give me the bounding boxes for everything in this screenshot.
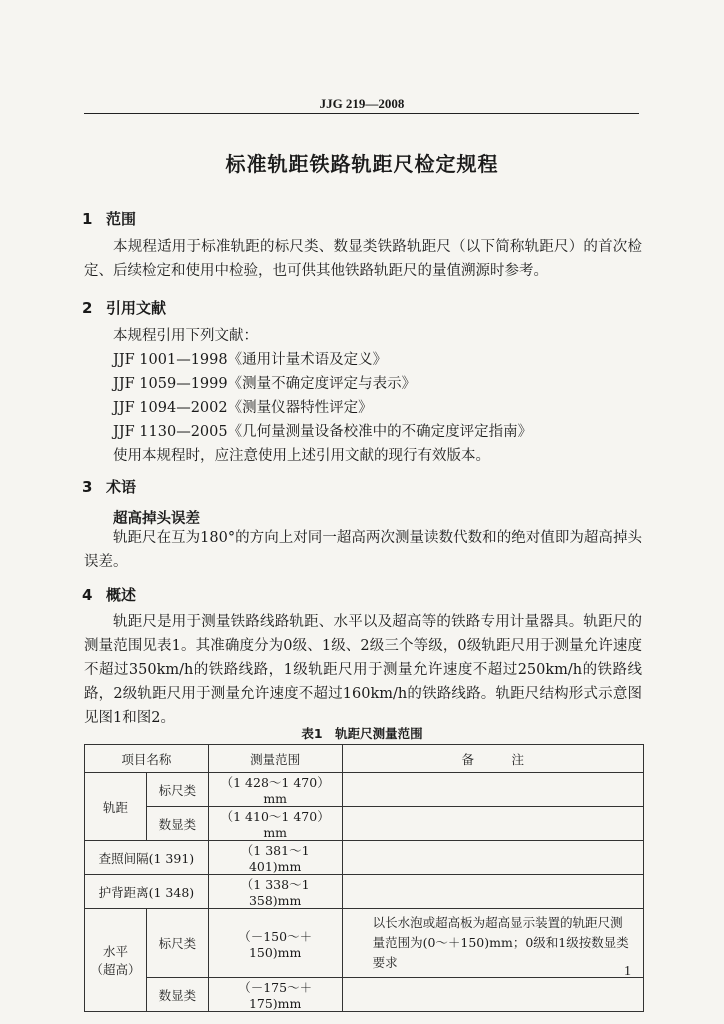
term-definition: 轨距尺在互为180°的方向上对同一超高两次测量读数代数和的绝对值即为超高掉头误差。 xyxy=(84,530,642,570)
type-cell: 标尺类 xyxy=(146,773,208,807)
level-label xyxy=(85,909,147,1012)
term-name: 超高掉头误差 xyxy=(113,511,200,527)
remarks-cell xyxy=(342,841,643,875)
section-number: 4 xyxy=(82,586,93,604)
scope-paragraph: 本规程适用于标准轨距的标尺类、数显类铁路轨距尺（以下简称轨距尺）的首次检定、后续检定和使用中检验，也可供其他铁路轨距尺的量值溯源时参考。 xyxy=(84,239,642,279)
reference-item: JJF 1001—1998《通用计量术语及定义》 xyxy=(113,352,388,368)
section-number: 2 xyxy=(82,299,93,317)
range-cell: （1 381～1 401)mm xyxy=(208,841,342,875)
remarks-cell xyxy=(342,773,643,807)
table-header-row xyxy=(85,745,644,773)
level-label-line: （超高） xyxy=(90,962,141,977)
section-title: 范围 xyxy=(106,210,137,228)
section-title: 术语 xyxy=(106,478,137,496)
section-number: 3 xyxy=(82,478,93,496)
table-row xyxy=(85,875,644,909)
gauge-label: 轨距 xyxy=(85,773,147,841)
item-cell: 护背距离(1 348) xyxy=(85,875,209,909)
references-intro: 本规程引用下列文献： xyxy=(113,328,258,344)
section-2-heading xyxy=(82,297,166,318)
table-row xyxy=(85,909,644,978)
header-range: 测量范围 xyxy=(208,745,342,773)
header-rule xyxy=(84,113,639,114)
level-label-line: 水平 xyxy=(102,944,128,959)
type-cell: 数显类 xyxy=(146,807,208,841)
remarks-cell xyxy=(342,807,643,841)
range-cell: （－150～＋150)mm xyxy=(208,909,342,978)
reference-item: JJF 1130—2005《几何量测量设备校准中的不确定度评定指南》 xyxy=(113,424,533,440)
type-cell: 数显类 xyxy=(146,978,208,1012)
range-cell: （1 410～1 470）mm xyxy=(208,807,342,841)
header-remarks: 备 注 xyxy=(342,745,643,773)
section-number: 1 xyxy=(82,210,93,228)
reference-item: JJF 1059—1999《测量不确定度评定与表示》 xyxy=(113,376,417,392)
section-title: 引用文献 xyxy=(106,299,167,317)
reference-item: JJF 1094—2002《测量仪器特性评定》 xyxy=(113,400,373,416)
page-number: 1 xyxy=(624,964,631,979)
range-cell: （1 338～1 358)mm xyxy=(208,875,342,909)
item-cell: 查照间隔(1 391) xyxy=(85,841,209,875)
table-row xyxy=(85,978,644,1012)
remarks-cell xyxy=(342,978,643,1012)
type-cell: 标尺类 xyxy=(146,909,208,978)
section-4-heading xyxy=(82,584,136,605)
references-note: 使用本规程时，应注意使用上述引用文献的现行有效版本。 xyxy=(113,448,490,464)
level-remarks: 以长水泡或超高板为超高显示装置的轨距尺测量范围为(0～＋150)mm；0级和1级按数显类要求 xyxy=(342,909,643,978)
table-caption: 表1 轨距尺测量范围 xyxy=(301,726,423,741)
section-3-heading xyxy=(82,476,136,497)
header-item: 项目名称 xyxy=(85,745,209,773)
range-cell: （－175～＋175)mm xyxy=(208,978,342,1012)
table-row xyxy=(85,773,644,807)
table-row xyxy=(85,841,644,875)
section-1-heading xyxy=(82,208,136,229)
table-row xyxy=(85,807,644,841)
measurement-range-table xyxy=(84,744,644,1012)
remarks-cell xyxy=(342,875,643,909)
range-cell: （1 428～1 470）mm xyxy=(208,773,342,807)
standard-code: JJG 219—2008 xyxy=(319,96,405,111)
document-title: 标准轨距铁路轨距尺检定规程 xyxy=(225,152,499,176)
overview-paragraph: 轨距尺是用于测量铁路线路轨距、水平以及超高等的铁路专用计量器具。轨距尺的测量范围见表1。其准确度分为0级、1级、2级三个等级，0级轨距尺用于测量允许速度不超过350km/h的铁路线路，1级轨距尺用于测量允许速度不超过250km/h的铁路线路，2级轨距尺用于测量允许速度不超过160km/h的铁路线路。轨距尺结构形式示意图见图1和图2。 xyxy=(84,614,642,726)
section-title: 概述 xyxy=(106,586,137,604)
